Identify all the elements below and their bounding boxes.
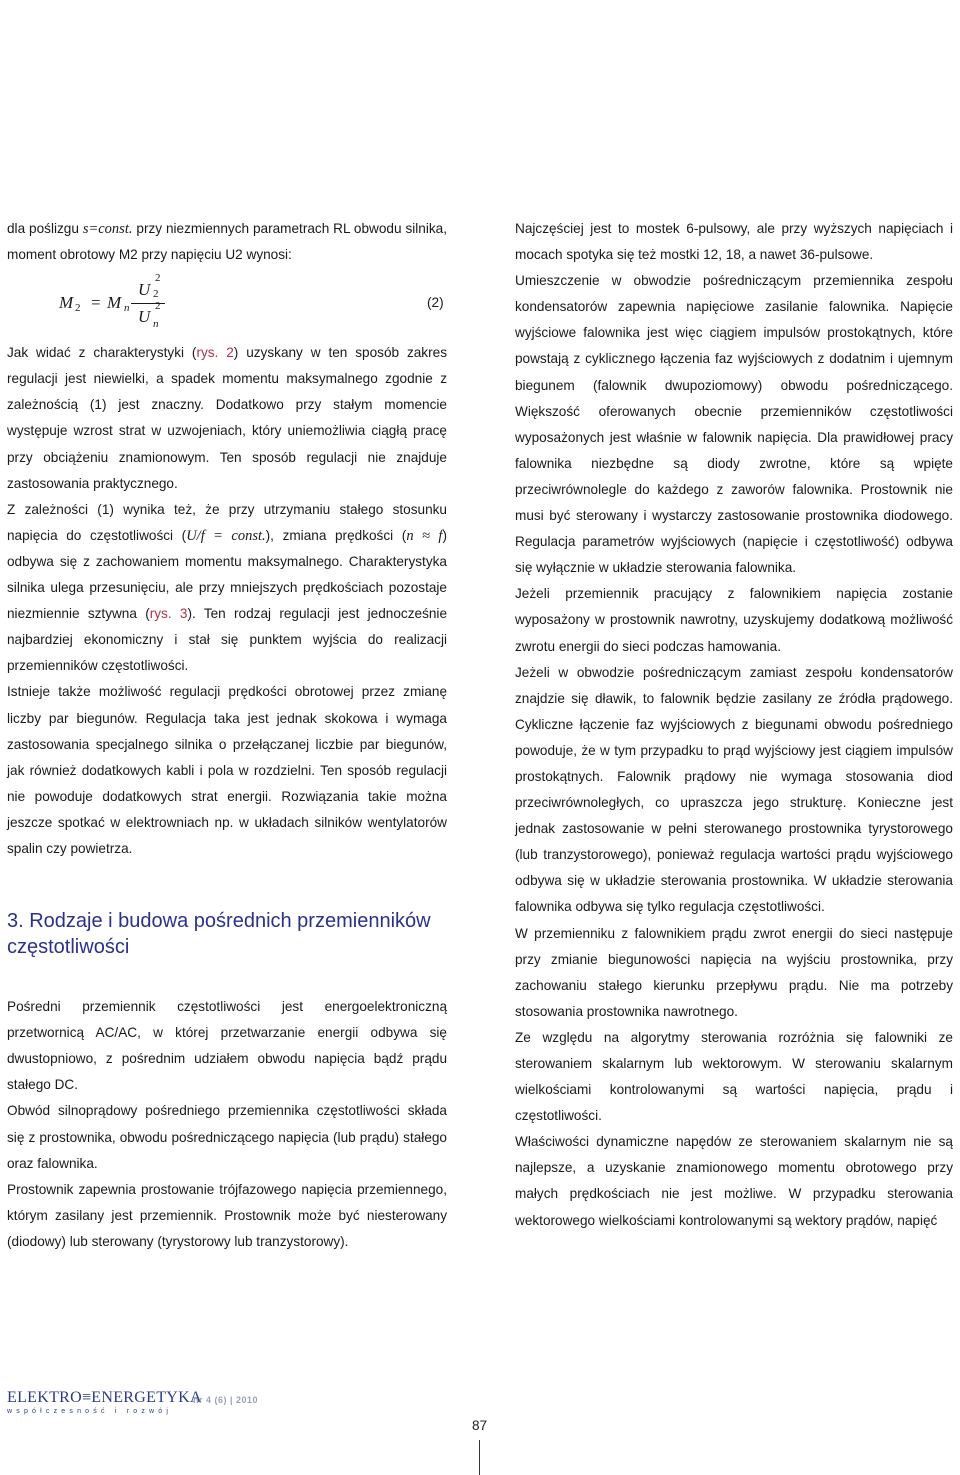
paragraph: Ze względu na algorytmy sterowania rozróżnia się falowniki ze sterowaniem skalarnym lub wektorowym. W sterowaniu skalarnym wielkościami kontrolowanymi są wartości napięcia, prądu i częstotliwości.	[515, 1029, 953, 1124]
logo-text: ELEKTRO≡ENERGETYKA	[7, 1389, 202, 1406]
formula-denominator-symbol: U	[138, 307, 151, 327]
formula-denominator-index: n	[153, 318, 159, 331]
paragraph: Jeżeli przemiennik pracujący z falownikiem napięcia zostanie wyposażony w prostownik nawrotny, uzyskujemy dodatkową możliwość zwrotu energii do sieci podczas hamowania.	[515, 586, 953, 654]
paragraph: Jeżeli w obwodzie pośredniczącym zamiast zespołu kondensatorów znajdzie się dławik, to falownik będzie zasilany ze źródła prądowego. Cykliczne łączenie faz wyjściowych z biegunami obwodu pośredniego powoduje, że w tym przypadku to prąd wyjściowy jest ciągiem impulsów prostokątnych. Falownik prądowy nie wymaga stosowania diod przeciwrównoległych, co upraszcza jego strukturę. Konieczne jest jednak zastosowanie w pełni sterowanego prostownika tyrystorowego (lub tranzystorowego), ponieważ regulacja wartości prądu wyjściowego odbywa się w układzie sterowania prostownika. W układzie sterowania falownika odbywa się tylko regulacja częstotliwości.	[515, 664, 953, 915]
issue-number: nr 4 (6) | 2010	[193, 1395, 259, 1405]
logo-tagline: współczesność i rozwój	[7, 1408, 173, 1415]
formula-denominator-power: 2	[155, 300, 161, 313]
journal-logo	[7, 1389, 202, 1415]
page-number-divider	[479, 1440, 480, 1475]
paragraph: Właściwości dynamiczne napędów ze sterowaniem skalarnym nie są najlepsze, a uzyskanie znamionowego momentu obrotowego przy małych prędkościach nie jest możliwe. W przypadku sterowania wektorowego wielkościami kontrolowanymi są wektory prądów, napięć	[515, 1134, 953, 1228]
formula-2	[7, 270, 447, 336]
inline-math: U/f = const.	[186, 527, 266, 544]
formula-numerator-power: 2	[155, 272, 161, 285]
paragraph: Jak widać z charakterystyki (rys. 2) uzyskany w ten sposób zakres regulacji jest niewielki, a spadek momentu maksymalnego zgodnie z zależnością (1) jest znaczny. Dodatkowo przy stałym momencie występuje wzrost strat w uzwojeniach, który uniemożliwia ciągłą pracę przy obciążeniu znamionowym. Ten sposób regulacji nie znajduje zastosowania praktycznego.	[7, 345, 447, 491]
formula-equals: =	[91, 293, 101, 313]
formula-rhs-symbol: M	[107, 293, 122, 313]
figure-reference[interactable]: rys. 2	[196, 345, 234, 361]
inline-math: n ≈ f	[406, 527, 443, 544]
paragraph: Istnieje także możliwość regulacji prędkości obrotowej przez zmianę liczby par biegunów. Regulacja taka jest jednak skokowa i wymaga zastosowania specjalnego silnika o przełączanej liczbie par biegunów, jak również dodatkowych kabli i pola w rozdzielni. Ten sposób regulacji nie powoduje dodatkowych strat energii. Rozwiązania takie można jeszcze spotkać w elektrowniach np. w układach silników wentylatorów spalin czy powietrza.	[7, 684, 447, 856]
paragraph: Umieszczenie w obwodzie pośredniczącym przemiennika zespołu kondensatorów zapewnia napięciowe zasilanie falownika. Napięcie wyjściowe falownika jest więc ciągiem impulsów prostokątnych, które powstają z cyklicznego łączenia faz wyjściowych z dodatnim i ujemnym biegunem (falownik dwupoziomowy) obwodu pośredniczącego. Większość oferowanych obecnie przemienników częstotliwości wyposażonych jest właśnie w falownik napięcia. Dla prawidłowej pracy falownika niezbędne są diody zwrotne, które są wpięte przeciwrównolegle do każdego z zaworów falownika. Prostownik nie musi być sterowany i wystarczy zastosowanie prostownika diodowego. Regulacja parametrów wyjściowych (napięcie i częstotliwość) odbywa się wyłącznie w układzie sterowania falownika.	[515, 273, 953, 576]
left-column	[7, 216, 447, 1255]
formula-number: (2)	[427, 295, 444, 311]
formula-numerator-index: 2	[153, 288, 159, 301]
paragraph: Z zależności (1) wynika też, że przy utrzymaniu stałego stosunku napięcia do częstotliwości (U/f = const.), zmiana prędkości (n ≈ f) odbywa się z zachowaniem momentu maksymalnego. Charakterystyka silnika ulega przesunięciu, ale przy mniejszych prędkościach pozostaje niezmiennie sztywna (rys. 3). Ten rodzaj regulacji jest jednocześnie najbardziej ekonomiczny i stał się punktem wyjścia do realizacji przemienników częstotliwości.	[7, 501, 448, 674]
paragraph: Obwód silnoprądowy pośredniego przemiennika częstotliwości składa się z prostownika, obwodu pośredniczącego napięcia (lub prądu) stałego oraz falownika.	[7, 1103, 447, 1171]
intro-paragraph: dla poślizgu s=const. przy niezmiennych parametrach RL obwodu silnika, moment obrotowy M2 przy napięciu U2 wynosi:	[7, 221, 447, 263]
formula-lhs-symbol: M	[59, 293, 74, 313]
formula-lhs-index: 2	[75, 302, 81, 315]
paragraph: Najczęściej jest to mostek 6-pulsowy, ale przy wyższych napięciach i mocach spotyka się też mostki 12, 18, a nawet 36-pulsowe.	[515, 221, 953, 263]
formula-numerator-symbol: U	[138, 280, 151, 300]
formula-rhs-index: n	[124, 302, 130, 315]
inline-math: s=const.	[82, 221, 133, 237]
paragraph: W przemienniku z falownikiem prądu zwrot energii do sieci następuje przy zmianie biegunowości napięcia na wyjściu prostownika, przy zachowaniu stałego kierunku przepływu prądu. Nie ma potrzeby stosowania prostownika nawrotnego.	[515, 925, 953, 1019]
section-heading: 3. Rodzaje i budowa pośrednich przemienników częstotliwości	[7, 910, 431, 959]
paragraph: Pośredni przemiennik częstotliwości jest energoelektroniczną przetwornicą AC/AC, w której przetwarzanie energii odbywa się dwustopniowo, z pośrednim udziałem obwodu napięcia bądź prądu stałego DC.	[7, 999, 447, 1093]
paragraph: Prostownik zapewnia prostowanie trójfazowego napięcia przemiennego, którym zasilany jest przemiennik. Prostownik może być niesterowany (diodowy) lub sterowany (tyrystorowy lub tranzystorowy).	[7, 1181, 447, 1249]
page-number: 87	[472, 1418, 488, 1433]
figure-reference[interactable]: rys. 3	[149, 606, 188, 622]
right-column	[515, 216, 953, 1234]
